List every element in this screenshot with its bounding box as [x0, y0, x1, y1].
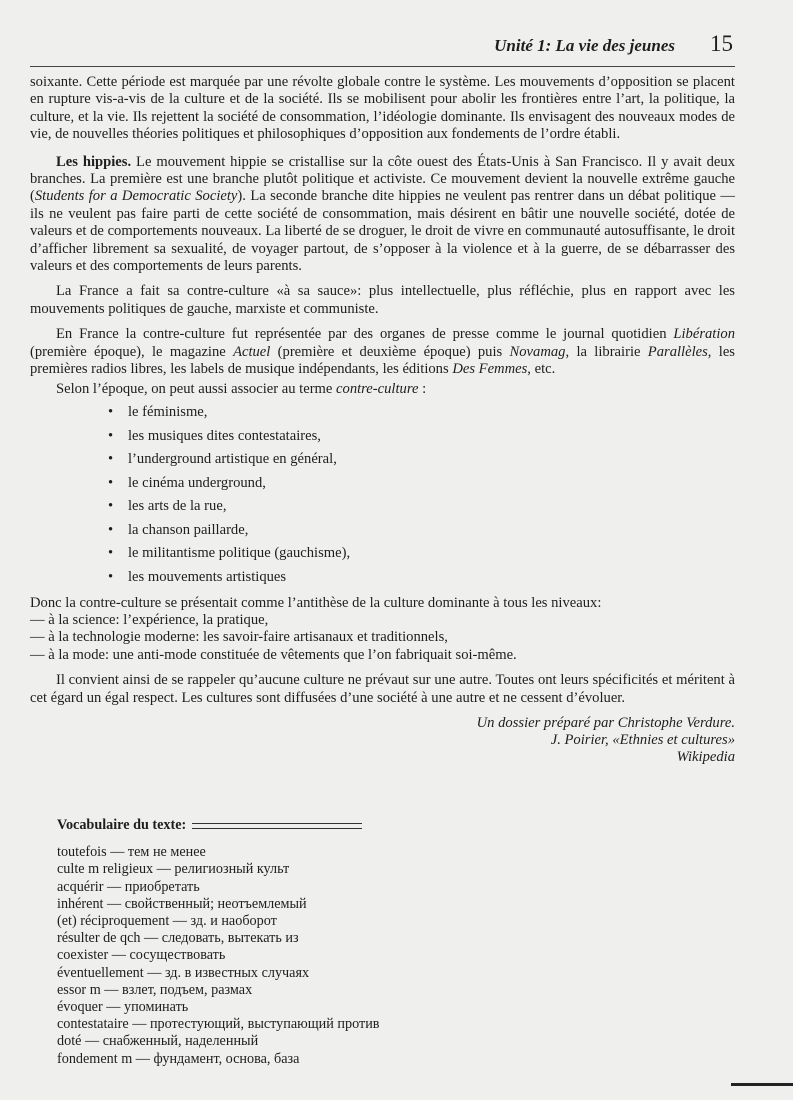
vocabulary-entry: culte m religieux — религиозный культ	[57, 861, 290, 878]
paragraph-text: (première époque), le magazine	[30, 343, 234, 360]
paragraph-text: , la librairie	[565, 343, 648, 360]
bullet-marker: •	[108, 545, 114, 562]
bullet-marker: •	[108, 474, 114, 491]
list-item-text: le militantisme politique (gauchisme),	[128, 545, 351, 562]
paragraph-intro	[30, 74, 735, 144]
list-item-text: le féminisme,	[128, 403, 208, 420]
paragraph-text: Selon l’époque, on peut aussi associer au terme	[56, 380, 337, 397]
source-line: Un dossier préparé par Christophe Verdure.	[476, 715, 735, 732]
italic-organization: Students for a Democratic Society	[34, 188, 238, 205]
vocabulary-entry: acquérir — приобретать	[57, 878, 200, 895]
vocabulary-entry: inhérent — свойственный; неотъемлемый	[57, 895, 307, 912]
hippies-heading: Les hippies.	[56, 153, 132, 170]
paragraph-text: Donc la contre-culture se présentait comme l’antithèse de la culture dominante à tous les niveaux:	[30, 594, 602, 611]
list-item	[108, 425, 735, 449]
list-item-text: les musiques dites contestataires,	[128, 427, 321, 444]
dash-line: — à la mode: une anti-mode constituée de vêtements que l’on fabriquait soi-même.	[30, 646, 517, 663]
paragraph-conclusion	[30, 672, 735, 707]
bullet-marker: •	[108, 498, 114, 515]
bullet-marker: •	[108, 569, 114, 586]
paragraph-antithese	[30, 595, 735, 612]
vocabulary-section	[57, 817, 379, 1068]
paragraph-text: Le mouvement hippie se cristallise sur la côte ouest des États-Unis à San Francisco. Il y avait deux branches. La première est une branche plutôt politique et activiste. Ce mouvement devient la nouvelle extrême gauche (	[30, 153, 735, 205]
list-item-text: les arts de la rue,	[128, 498, 227, 515]
bullet-marker: •	[108, 521, 114, 538]
list-item	[108, 472, 735, 496]
paragraph-selon	[30, 381, 735, 398]
vocabulary-entry: évoquer — упоминать	[57, 999, 189, 1016]
list-item	[108, 448, 735, 472]
unit-title: Unité 1: La vie des jeunes	[494, 36, 675, 55]
vocabulary-entry: toutefois — тем не менее	[57, 844, 206, 861]
dash-line: — à la science: l’expérience, la pratique,	[30, 612, 269, 629]
list-item	[108, 519, 735, 543]
title-double-rule	[192, 823, 362, 829]
paragraph-text: ). La seconde branche dite hippies ne veulent pas rentrer dans un débat politique — ils ne veulent pas faire parti de cette société de consommation, mais désirent en bâtir une nouvelle société, dotée de valeurs et de comportements nouveaux. La liberté de se droguer, le droit de vivre en communauté autosuffisante, le droit d’afficher librement sa sexualité, de voyager partout, de s’opposer à la violence et à la guerre, de se débarrasser des valeurs et des comportements de leurs parents.	[30, 188, 736, 275]
paragraph-text: soixante. Cette période est marquée par une révolte globale contre le système. Les mouvements d’opposition se placent en rupture vis-a-vis de la culture et de la société. Ils se mobilisent pour abolir les frontières entre l’art, la politique, la culture, et la vie. Ils rejettent la société de consommation, l’idéologie dominante. Ils envisagent des nouveaux modes de vie, de nouvelles théories politiques et philosophiques d’opposition aux fondements de l’ordre établi.	[30, 74, 735, 143]
italic-actuel: Actuel	[233, 343, 271, 360]
vocabulary-entry: fondement m — фундамент, основа, база	[57, 1050, 300, 1067]
list-item	[108, 401, 735, 425]
bullet-marker: •	[108, 451, 114, 468]
page-number: 15	[710, 31, 733, 56]
paragraph-text: En France la contre-culture fut représentée par des organes de presse comme le journal quotidien	[56, 326, 674, 343]
list-item-text: la chanson paillarde,	[128, 521, 249, 538]
list-item-text: le cinéma underground,	[128, 474, 266, 491]
list-item	[108, 495, 735, 519]
page-edge-mark	[731, 1083, 793, 1086]
paragraph-france	[30, 283, 735, 318]
vocabulary-entry: résulter de qch — следовать, вытекать из	[57, 930, 299, 947]
paragraph-hippies	[30, 154, 735, 276]
vocabulary-entry: contestataire — протестующий, выступающий против	[57, 1016, 380, 1033]
paragraph-text: Il convient ainsi de se rappeler qu’aucune culture ne prévaut sur une autre. Toutes ont leurs spécificités et méritent à cet égard un égal respect. Les cultures sont diffusées d’une société à une autre et ne cessent d’évoluer.	[30, 672, 735, 706]
italic-des-femmes: Des Femmes	[452, 361, 528, 378]
bullet-marker: •	[108, 403, 114, 420]
italic-paralleles: Parallèles	[647, 343, 708, 360]
italic-liberation: Libération	[673, 326, 735, 343]
vocabulary-entry: (et) réciproquement — зд. и наоборот	[57, 913, 277, 930]
vocabulary-entry: doté — снабженный, наделенный	[57, 1033, 259, 1050]
bullet-list	[30, 401, 735, 590]
italic-contre-culture: contre-culture	[336, 380, 419, 397]
vocabulary-title: Vocabulaire du texte:	[57, 817, 187, 833]
source-line: Wikipedia	[676, 749, 735, 766]
paragraph-text: La France a fait sa contre-culture «à sa sauce»: plus intellectuelle, plus réfléchie, plus en rapport avec les mouvements politiques de gauche, marxiste et communiste.	[30, 283, 735, 317]
paragraph-text: :	[418, 380, 427, 397]
vocabulary-title-row	[57, 817, 379, 834]
vocabulary-entry: éventuellement — зд. в известных случаях	[57, 964, 310, 981]
dash-line: — à la technologie moderne: les savoir-faire artisanaux et traditionnels,	[30, 629, 448, 646]
main-text	[30, 74, 735, 766]
list-item	[108, 542, 735, 566]
vocabulary-entry: coexister — сосуществовать	[57, 947, 226, 964]
vocabulary-entry: essor m — взлет, подъем, размах	[57, 981, 253, 998]
italic-novamag: Novamag	[509, 343, 566, 360]
list-item	[108, 566, 735, 590]
paragraph-text: , les premières radios libres, les labels de musique indépendants, les éditions	[30, 343, 735, 378]
source-line: J. Poirier, «Ethnies et cultures»	[550, 732, 735, 749]
source-attribution	[30, 715, 735, 766]
bullet-marker: •	[108, 427, 114, 444]
list-item-text: les mouvements artistiques	[128, 569, 287, 586]
page-header	[30, 30, 735, 67]
paragraph-text: (première et deuxième époque) puis	[270, 343, 510, 360]
paragraph-text: , etc.	[527, 361, 556, 378]
paragraph-press	[30, 326, 735, 378]
list-item-text: l’underground artistique en général,	[128, 451, 337, 468]
